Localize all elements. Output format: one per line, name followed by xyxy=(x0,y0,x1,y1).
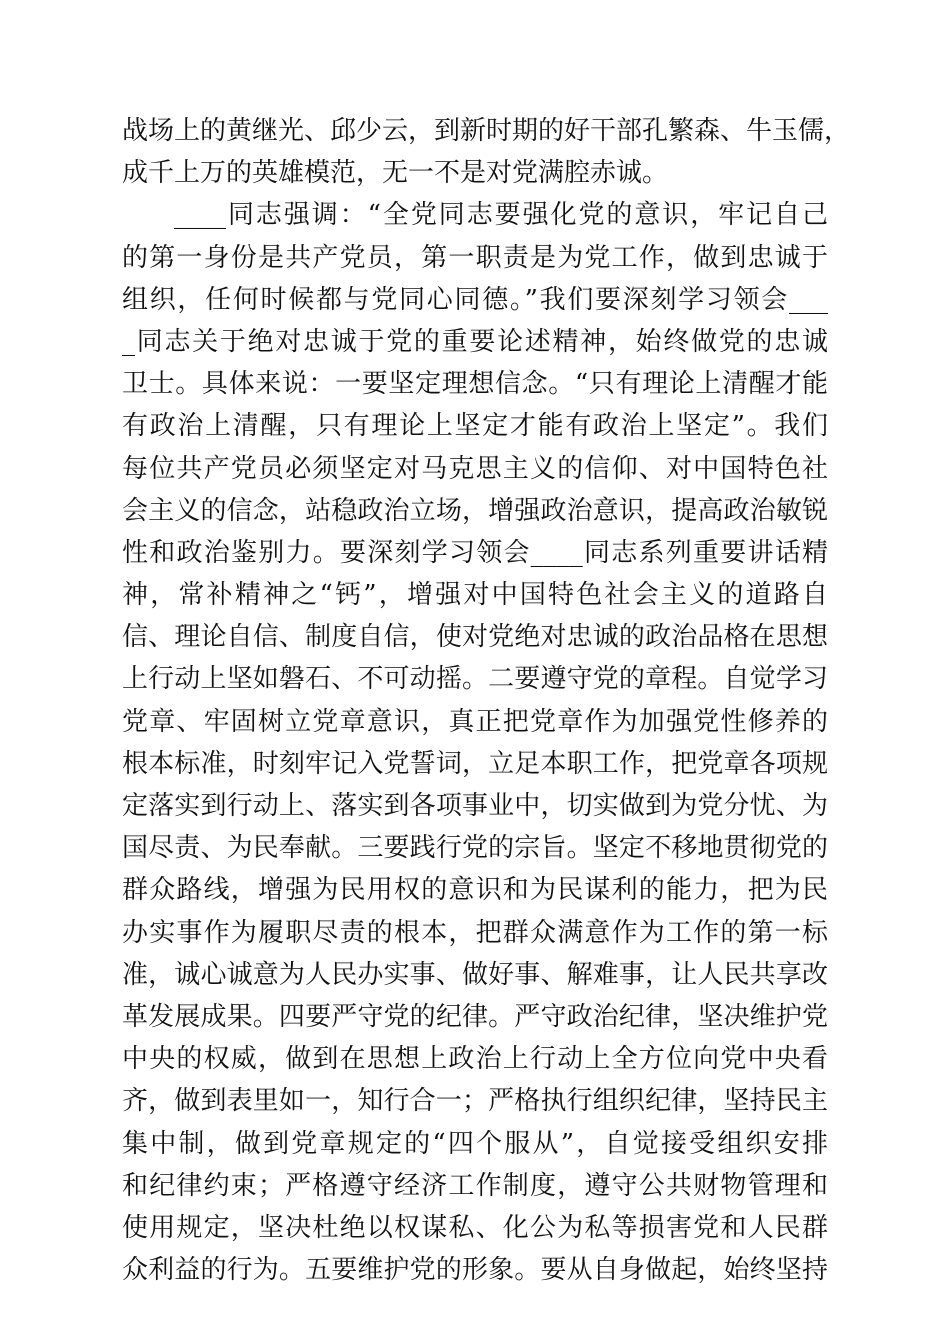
text-line: 上行动上坚如磐石、不可动摇。二要遵守党的章程。自觉学习 xyxy=(122,664,828,695)
text-line: 党章、牢固树立党章意识，真正把党章作为加强党性修养的 xyxy=(122,706,828,737)
text-line: 根本标准，时刻牢记入党誓词，立足本职工作，把党章各项规 xyxy=(122,748,828,779)
text-line: 每位共产党员必须坚定对马克思主义的信仰、对中国特色社 xyxy=(122,453,828,484)
text-line: _同志关于绝对忠诚于党的重要论述精神，始终做党的忠诚 xyxy=(122,326,828,357)
text-line: 有政治上清醒，只有理论上坚定才能有政治上坚定”。我们 xyxy=(122,411,828,442)
text-line: 成千上万的英雄模范，无一不是对党满腔赤诚。 xyxy=(122,158,669,189)
text-line: 会主义的信念，站稳政治立场，增强政治意识，提高政治敏锐 xyxy=(122,495,828,526)
text-line: 齐，做到表里如一，知行合一；严格执行组织纪律，坚持民主 xyxy=(122,1086,828,1117)
text-line: 办实事作为履职尽责的根本，把群众满意作为工作的第一标 xyxy=(122,917,828,948)
text-line: 组织，任何时候都与党同心同德。”我们要深刻学习领会___ xyxy=(122,284,828,315)
text-line: 中央的权威，做到在思想上政治上行动上全方位向党中央看 xyxy=(122,1044,828,1075)
text-line: 集中制，做到党章规定的“四个服从”，自觉接受组织安排 xyxy=(122,1128,828,1159)
text-line: 定落实到行动上、落实到各项事业中，切实做到为党分忧、为 xyxy=(122,791,828,821)
document-body xyxy=(122,110,851,1291)
text-line: 众利益的行为。五要维护党的形象。要从自身做起，始终坚持 xyxy=(122,1255,828,1286)
text-line: 的第一身份是共产党员，第一职责是为党工作，做到忠诚于 xyxy=(122,242,828,273)
text-line: 和纪律约束；严格遵守经济工作制度，遵守公共财物管理和 xyxy=(122,1170,828,1201)
text-line: 国尽责、为民奉献。三要践行党的宗旨。坚定不移地贯彻党的 xyxy=(122,833,828,864)
paragraph-start-line: ____同志强调：“全党同志要强化党的意识，牢记自己 xyxy=(174,200,828,231)
text-line: 信、理论自信、制度自信，使对党绝对忠诚的政治品格在思想 xyxy=(122,622,828,653)
text-line: 性和政治鉴别力。要深刻学习领会____同志系列重要讲话精 xyxy=(122,537,828,568)
text-line: 准，诚心诚意为人民办实事、做好事、解难事，让人民共享改 xyxy=(122,959,828,990)
text-line: 革发展成果。四要严守党的纪律。严守政治纪律，坚决维护党 xyxy=(122,1001,828,1032)
text-line: 神，常补精神之“钙”，增强对中国特色社会主义的道路自 xyxy=(122,580,828,611)
text-line: 战场上的黄继光、邱少云，到新时期的好干部孔繁森、牛玉儒， xyxy=(122,116,851,146)
text-line: 卫士。具体来说：一要坚定理想信念。“只有理论上清醒才能 xyxy=(122,369,828,400)
text-line: 群众路线，增强为民用权的意识和为民谋利的能力，把为民 xyxy=(122,875,828,906)
text-line: 使用规定，坚决杜绝以权谋私、化公为私等损害党和人民群 xyxy=(122,1212,828,1243)
